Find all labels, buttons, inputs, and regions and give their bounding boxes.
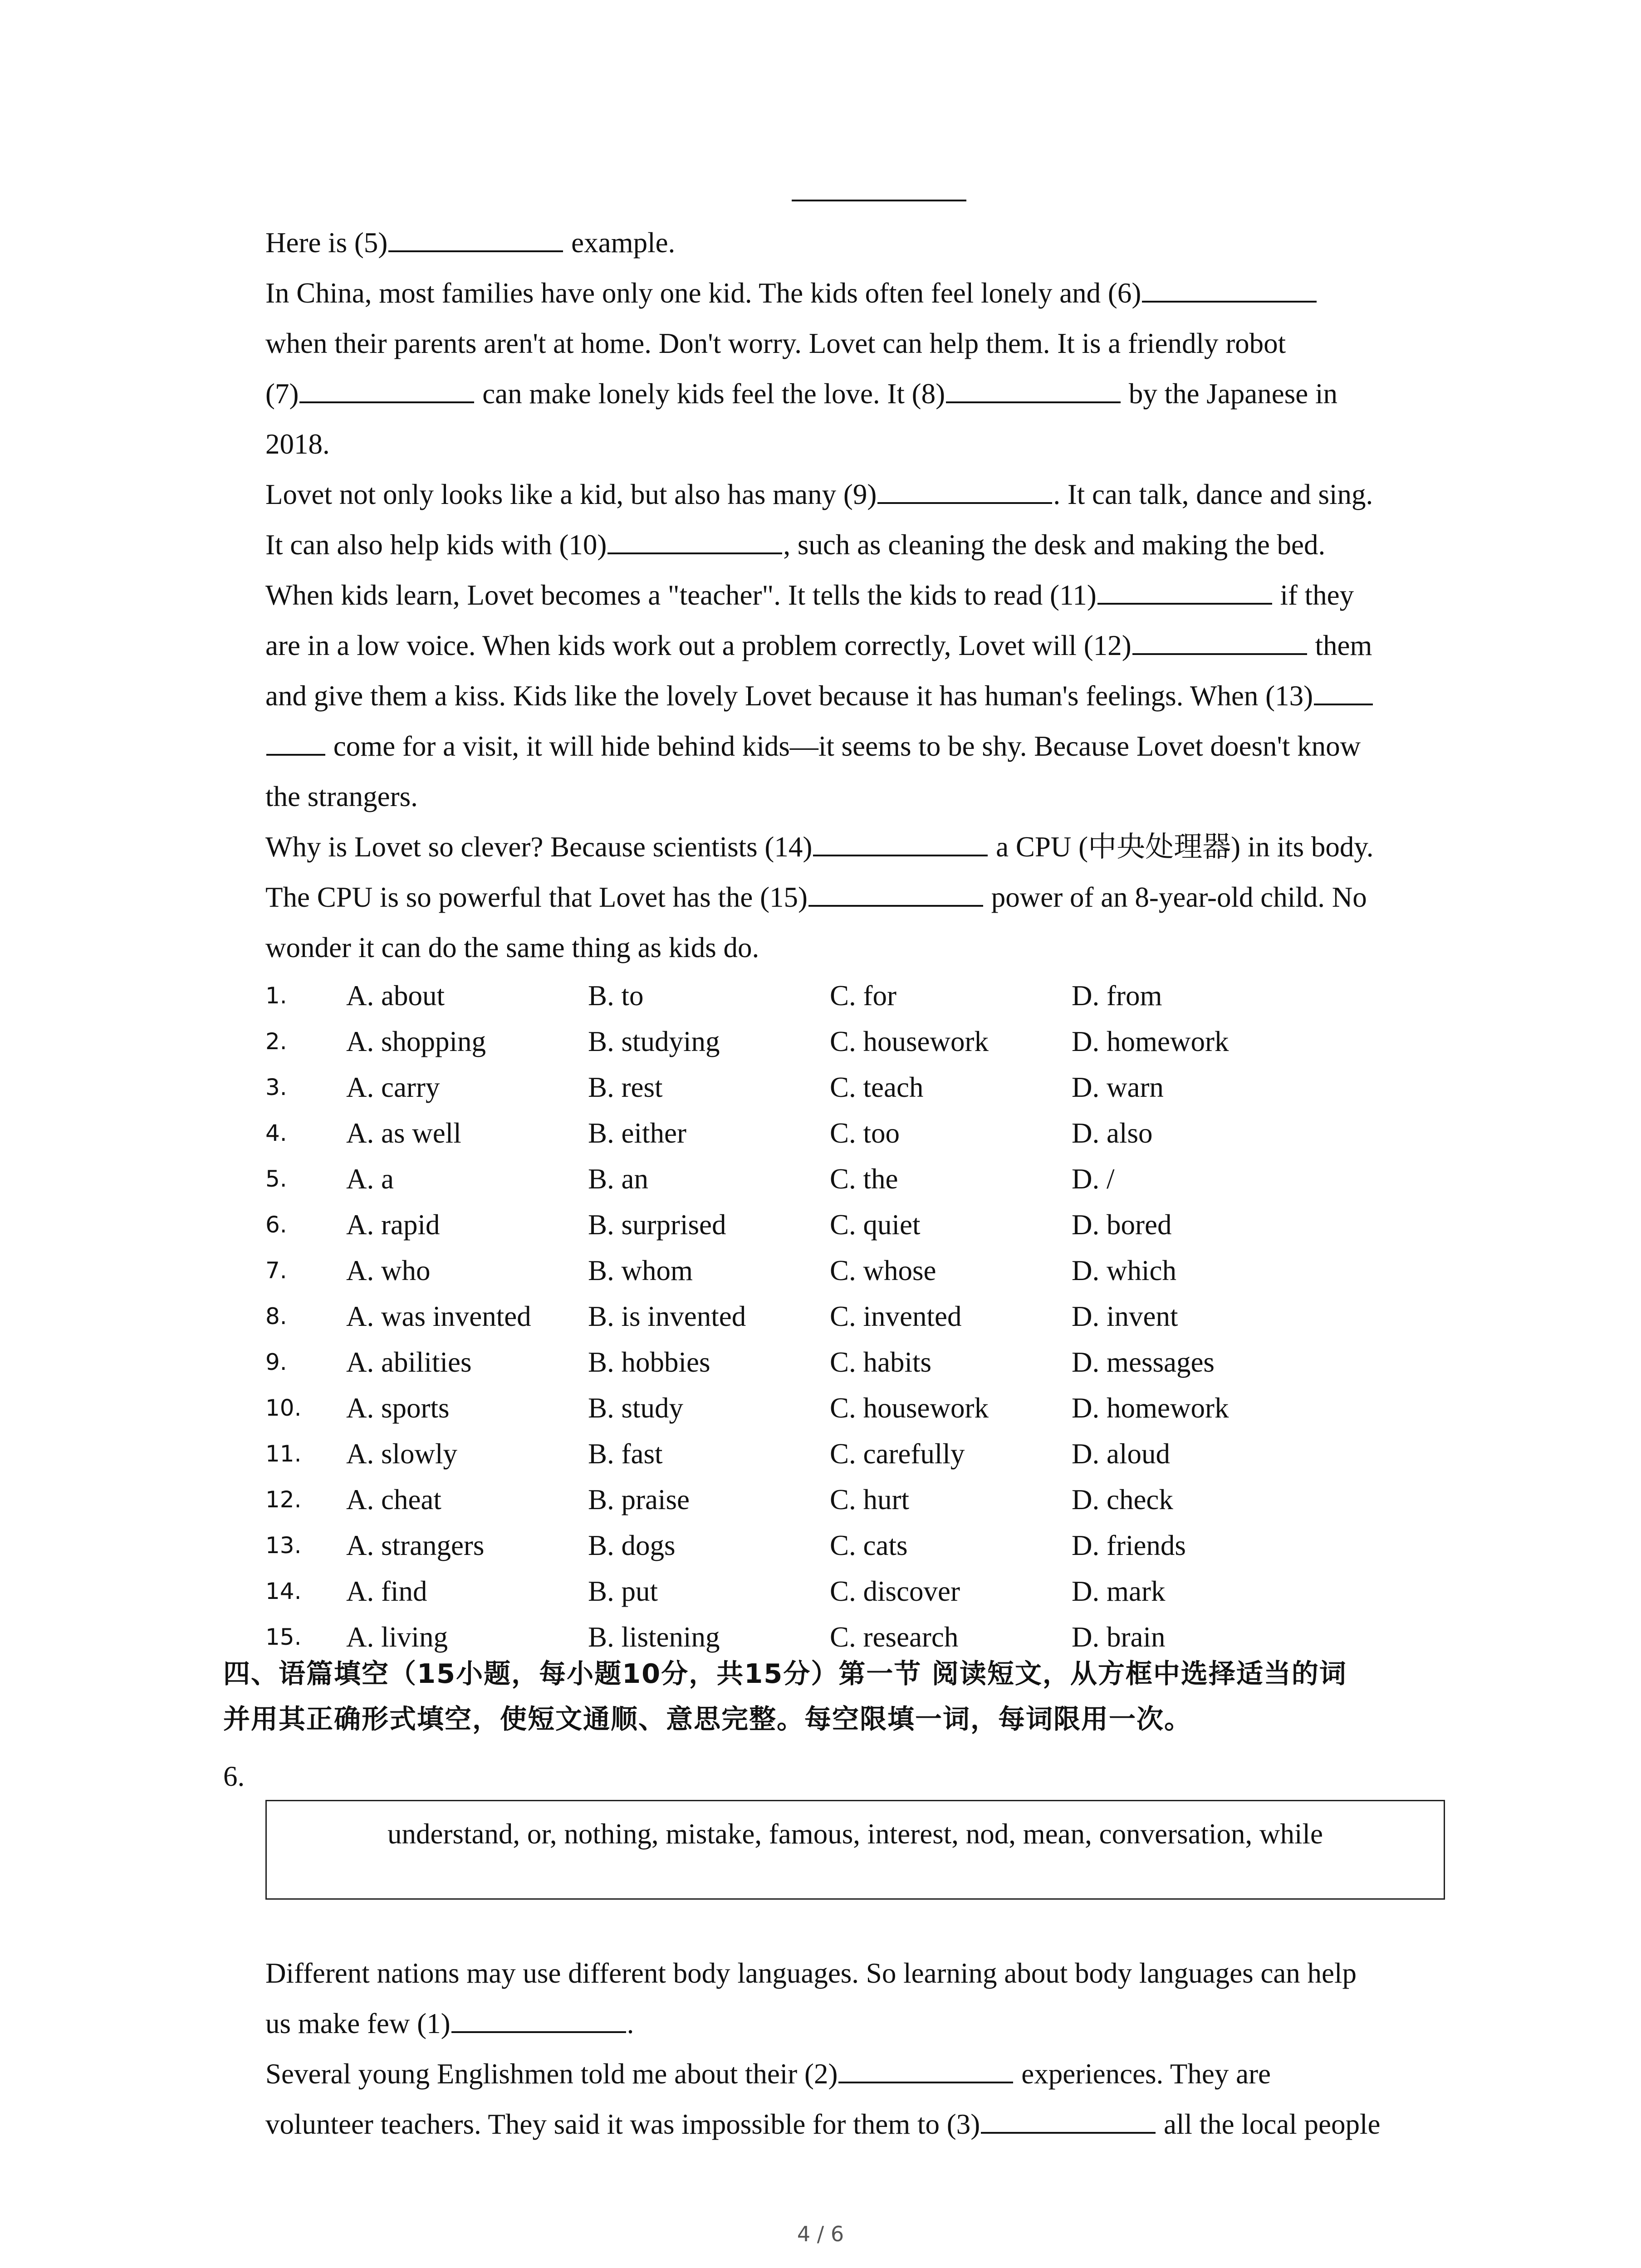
- option-row: [265, 1156, 1450, 1202]
- passage-line: [265, 369, 1450, 419]
- option-a: A. strangers: [346, 1530, 485, 1561]
- answer-blank: [981, 2103, 1156, 2134]
- page-number: 4 / 6: [797, 2222, 844, 2246]
- option-c: C. hurt: [830, 1484, 910, 1515]
- option-b: B. to: [588, 980, 644, 1012]
- option-c: C. carefully: [830, 1438, 965, 1470]
- option-b: B. rest: [588, 1071, 663, 1103]
- answer-blank: [1132, 625, 1307, 655]
- passage-text: . It can talk, dance and sing.: [1053, 479, 1373, 510]
- passage-text: a CPU (中央处理器) in its body.: [989, 831, 1374, 863]
- option-b: B. praise: [588, 1484, 690, 1515]
- option-d: D. homework: [1072, 1392, 1229, 1424]
- passage-text: power of an 8-year-old child. No: [984, 881, 1367, 913]
- option-row: [265, 1248, 1450, 1294]
- option-a: A. about: [346, 980, 445, 1012]
- passage-text: by the Japanese in: [1122, 378, 1337, 410]
- option-row: [265, 973, 1450, 1019]
- answer-blank: [838, 2053, 1013, 2083]
- passage-line: [265, 1948, 1450, 1999]
- passage-line: [265, 872, 1450, 923]
- answer-blank: [266, 725, 325, 756]
- option-number: 11.: [265, 1441, 302, 1467]
- option-a: A. a: [346, 1163, 394, 1195]
- option-d: D. brain: [1072, 1621, 1166, 1653]
- option-c: C. quiet: [830, 1209, 921, 1241]
- passage-text: experiences. They are: [1014, 2058, 1271, 2090]
- passage-text: Why is Lovet so clever? Because scientists (14): [265, 831, 813, 863]
- option-a: A. abilities: [346, 1346, 472, 1378]
- passage-text: us make few (1): [265, 2008, 451, 2039]
- option-b: B. listening: [588, 1621, 720, 1653]
- option-a: A. living: [346, 1621, 448, 1653]
- option-d: D. bored: [1072, 1209, 1172, 1241]
- option-number: 1.: [265, 982, 287, 1009]
- passage-text: Lovet not only looks like a kid, but also has many (9): [265, 479, 877, 510]
- question-number: 6.: [223, 1760, 245, 1792]
- option-d: D. mark: [1072, 1575, 1166, 1607]
- passage-text: It can also help kids with (10): [265, 529, 607, 561]
- option-number: 13.: [265, 1532, 302, 1559]
- section-title-line: 四、语篇填空（15小题，每小题10分，共15分）第一节 阅读短文，从方框中选择适当的词: [223, 1658, 1347, 1689]
- answer-blank: [299, 373, 474, 403]
- option-number: 14.: [265, 1578, 302, 1604]
- passage-line: [265, 2049, 1450, 2099]
- answer-blank: [946, 373, 1121, 403]
- option-a: A. who: [346, 1255, 431, 1286]
- option-a: A. as well: [346, 1117, 461, 1149]
- option-d: D. aloud: [1072, 1438, 1170, 1470]
- option-row: [265, 1339, 1450, 1385]
- option-row: [265, 1065, 1450, 1110]
- option-b: B. whom: [588, 1255, 693, 1286]
- option-b: B. hobbies: [588, 1346, 710, 1378]
- passage-text: example.: [564, 227, 676, 259]
- option-b: B. put: [588, 1575, 658, 1607]
- passage-text: , such as cleaning the desk and making the bed.: [783, 529, 1326, 561]
- word-box: [265, 1800, 1445, 1900]
- option-a: A. shopping: [346, 1026, 486, 1057]
- passage-text: In China, most families have only one kid. The kids often feel lonely and (6): [265, 277, 1141, 309]
- option-b: B. surprised: [588, 1209, 726, 1241]
- option-a: A. slowly: [346, 1438, 458, 1470]
- option-number: 12.: [265, 1486, 302, 1513]
- option-c: C. habits: [830, 1346, 932, 1378]
- option-d: D. friends: [1072, 1530, 1186, 1561]
- option-a: A. find: [346, 1575, 427, 1607]
- passage-line: [265, 671, 1450, 721]
- passage-line: [265, 570, 1450, 621]
- section-title: [223, 1651, 1453, 1742]
- option-a: A. cheat: [346, 1484, 441, 1515]
- option-a: A. sports: [346, 1392, 450, 1424]
- option-b: B. study: [588, 1392, 684, 1424]
- option-c: C. discover: [830, 1575, 960, 1607]
- passage-text: volunteer teachers. They said it was impossible for them to (3): [265, 2108, 980, 2140]
- answer-blank: [607, 524, 782, 554]
- passage-text: are in a low voice. When kids work out a problem correctly, Lovet will (12): [265, 630, 1132, 661]
- option-number: 8.: [265, 1303, 287, 1330]
- option-c: C. cats: [830, 1530, 908, 1561]
- option-number: 7.: [265, 1257, 287, 1284]
- option-a: A. was invented: [346, 1300, 531, 1332]
- option-b: B. is invented: [588, 1300, 746, 1332]
- answer-blank: [388, 222, 563, 252]
- option-c: C. housework: [830, 1026, 989, 1057]
- word-box-text: understand, or, nothing, mistake, famous, interest, nod, mean, conversation, while: [387, 1818, 1323, 1850]
- passage-line: [265, 772, 1450, 822]
- option-a: A. carry: [346, 1071, 440, 1103]
- options-list: [265, 973, 1450, 1660]
- passage-lovet: [265, 218, 1450, 1660]
- option-row: [265, 1294, 1450, 1339]
- option-c: C. too: [830, 1117, 900, 1149]
- passage-text: The CPU is so powerful that Lovet has the (15): [265, 881, 808, 913]
- passage-text: wonder it can do the same thing as kids do.: [265, 932, 759, 963]
- option-row: [265, 1385, 1450, 1431]
- passage-line: [265, 822, 1450, 872]
- passage-line: [265, 419, 1450, 469]
- option-d: D. messages: [1072, 1346, 1215, 1378]
- answer-blank: [1314, 675, 1373, 705]
- option-d: D. also: [1072, 1117, 1153, 1149]
- option-row: [265, 1523, 1450, 1569]
- option-d: D. homework: [1072, 1026, 1229, 1057]
- passage-text: .: [627, 2008, 634, 2039]
- passage-line: [265, 469, 1450, 520]
- passage-text: When kids learn, Lovet becomes a "teacher". It tells the kids to read (11): [265, 579, 1097, 611]
- option-row: [265, 1019, 1450, 1065]
- passage-text: when their parents aren't at home. Don't worry. Lovet can help them. It is a friendly robot: [265, 327, 1286, 359]
- option-c: C. housework: [830, 1392, 989, 1424]
- option-row: [265, 1569, 1450, 1614]
- option-d: D. invent: [1072, 1300, 1178, 1332]
- option-number: 15.: [265, 1624, 302, 1650]
- passage-text: and give them a kiss. Kids like the lovely Lovet because it has human's feelings. When (13): [265, 680, 1313, 712]
- option-number: 2.: [265, 1028, 287, 1055]
- passage-text: if they: [1273, 579, 1354, 611]
- option-number: 3.: [265, 1074, 287, 1100]
- passage-line: [265, 2099, 1450, 2150]
- option-c: C. research: [830, 1621, 959, 1653]
- answer-blank: [808, 876, 983, 907]
- option-number: 9.: [265, 1349, 287, 1375]
- passage-text: Several young Englishmen told me about their (2): [265, 2058, 838, 2090]
- passage-text: the strangers.: [265, 781, 418, 812]
- option-number: 4.: [265, 1120, 287, 1146]
- passage-line: [265, 923, 1450, 973]
- option-c: C. for: [830, 980, 896, 1012]
- passage-text: 2018.: [265, 428, 330, 460]
- passage-lines: [265, 218, 1450, 973]
- option-c: C. invented: [830, 1300, 962, 1332]
- passage-body-language: [265, 1948, 1450, 2150]
- option-b: B. an: [588, 1163, 648, 1195]
- option-number: 6.: [265, 1212, 287, 1238]
- passage-text: all the local people: [1156, 2108, 1381, 2140]
- option-d: D. from: [1072, 980, 1162, 1012]
- option-b: B. either: [588, 1117, 686, 1149]
- passage-text: Different nations may use different body languages. So learning about body languages can help: [265, 1957, 1357, 1989]
- passage-lines: [265, 1948, 1450, 2150]
- passage-line: [265, 1999, 1450, 2049]
- passage-text: them: [1308, 630, 1372, 661]
- option-c: C. the: [830, 1163, 898, 1195]
- answer-blank: [1142, 272, 1317, 303]
- option-row: [265, 1110, 1450, 1156]
- option-d: D. /: [1072, 1163, 1115, 1195]
- passage-text: can make lonely kids feel the love. It (8): [475, 378, 945, 410]
- answer-blank: [451, 2003, 626, 2033]
- option-number: 10.: [265, 1395, 302, 1421]
- option-c: C. teach: [830, 1071, 924, 1103]
- answer-blank: [1097, 574, 1272, 605]
- passage-line: [265, 218, 1450, 268]
- option-number: 5.: [265, 1166, 287, 1192]
- option-b: B. dogs: [588, 1530, 676, 1561]
- option-row: [265, 1477, 1450, 1523]
- answer-blank: [877, 474, 1052, 504]
- option-c: C. whose: [830, 1255, 936, 1286]
- option-a: A. rapid: [346, 1209, 440, 1241]
- answer-blank: [813, 826, 988, 856]
- passage-line: [265, 621, 1450, 671]
- passage-line: [265, 268, 1450, 318]
- option-row: [265, 1202, 1450, 1248]
- option-b: B. fast: [588, 1438, 663, 1470]
- passage-text: (7): [265, 378, 299, 410]
- section-title-line: 并用其正确形式填空，使短文通顺、意思完整。每空限填一词，每词限用一次。: [223, 1703, 1192, 1735]
- passage-line: [265, 721, 1450, 772]
- option-d: D. warn: [1072, 1071, 1164, 1103]
- answer-blank: [792, 200, 966, 201]
- passage-text: come for a visit, it will hide behind kids—it seems to be shy. Because Lovet doesn't know: [326, 730, 1361, 762]
- passage-line: [265, 318, 1450, 369]
- option-row: [265, 1431, 1450, 1477]
- passage-text: Here is (5): [265, 227, 388, 259]
- passage-line: [265, 520, 1450, 570]
- option-b: B. studying: [588, 1026, 720, 1057]
- option-d: D. which: [1072, 1255, 1176, 1286]
- option-d: D. check: [1072, 1484, 1173, 1515]
